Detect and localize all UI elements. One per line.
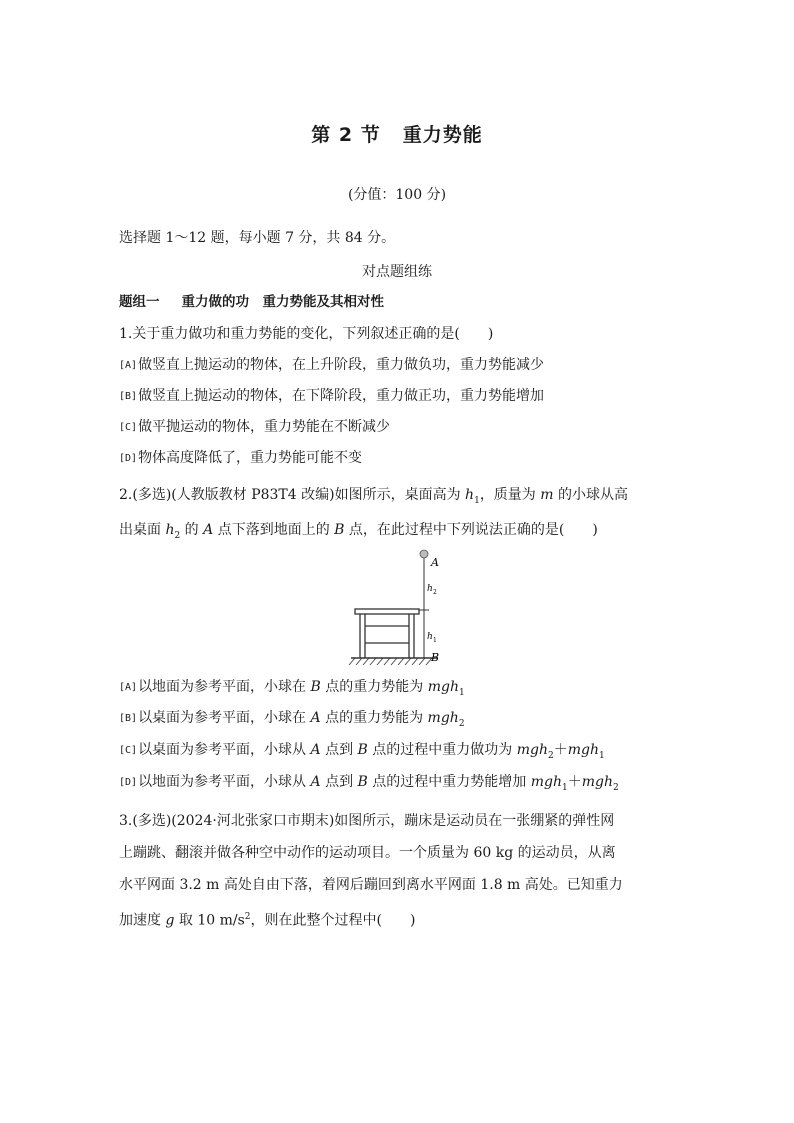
q3-stem-line3: 水平网面 3.2 m 高处自由下落，着网后蹦回到离水平网面 1.8 m 高处。已知重力 xyxy=(119,877,623,893)
var-point-a: A xyxy=(203,522,214,538)
option-tag: [C] xyxy=(119,422,138,433)
text-run: 取 10 m/s xyxy=(174,912,245,929)
option-tag: [B] xyxy=(119,391,138,402)
q1-option-b[interactable] xyxy=(119,386,544,407)
q2-option-c[interactable] xyxy=(119,740,605,766)
var-expr: mgh xyxy=(567,742,600,758)
q2-option-b[interactable] xyxy=(119,708,465,734)
var-m: m xyxy=(540,487,554,503)
text-run: 以地面为参考平面，小球在 xyxy=(138,679,311,695)
score-note: (分值：100 分) xyxy=(347,187,447,203)
var-expr: mgh xyxy=(427,710,459,726)
var-h: h xyxy=(465,487,475,503)
q1-option-c[interactable] xyxy=(119,417,390,438)
figure-svg xyxy=(345,548,465,666)
var-point: A xyxy=(310,742,321,758)
subgroup-heading xyxy=(119,292,384,312)
q2-option-a[interactable] xyxy=(119,677,465,703)
plus-sign: ＋ xyxy=(567,774,582,790)
q1-option-d[interactable] xyxy=(119,448,362,469)
text-run: 以桌面为参考平面，小球在 xyxy=(138,710,311,726)
q3-stem-line2: 上蹦跳、翻滚并做各种空中动作的运动项目。一个质量为 60 kg 的运动员，从离 xyxy=(119,845,616,861)
q1-stem: 1.关于重力做功和重力势能的变化，下列叙述正确的是( ) xyxy=(119,326,494,342)
var-sub: 1 xyxy=(458,687,465,698)
section-number: 第 2 节 xyxy=(311,124,381,146)
q3-stem-line4 xyxy=(119,907,415,931)
ball-icon xyxy=(420,550,428,558)
text-run: 点的重力势能为 xyxy=(320,679,428,695)
var-point: A xyxy=(310,774,321,790)
label-a: A xyxy=(431,556,439,569)
ground-hatch xyxy=(349,658,432,665)
label-b: B xyxy=(431,651,440,664)
text-run: 2.(多选)(人教版教材 P83T4 改编)如图所示，桌面高为 xyxy=(119,487,466,503)
option-text: 做竖直上抛运动的物体，在上升阶段，重力做负功，重力势能减少 xyxy=(138,357,545,373)
var-sub: 2 xyxy=(613,782,619,793)
q2-option-d[interactable] xyxy=(119,772,619,798)
option-text: 做平抛运动的物体，重力势能在不断减少 xyxy=(138,419,391,435)
subgroup-title: 重力做的功 重力势能及其相对性 xyxy=(181,294,384,310)
var-g: g xyxy=(165,912,175,929)
var-sub: 2 xyxy=(174,530,181,541)
table-ball-figure xyxy=(345,548,465,670)
text-run: 加速度 xyxy=(119,912,166,929)
q2-stem-line2 xyxy=(119,520,598,546)
text-run: 点下落到地面上的 xyxy=(213,522,335,538)
var-point: B xyxy=(357,742,368,758)
option-tag: [A] xyxy=(119,682,138,693)
label-h1: h xyxy=(427,632,433,642)
instruction: 选择题 1～12 题，每小题 7 分，共 84 分。 xyxy=(119,230,396,246)
var-expr: mgh xyxy=(427,679,459,695)
table-top xyxy=(355,609,419,614)
text-run: 以地面为参考平面，小球从 xyxy=(138,774,311,790)
var-sub: 2 xyxy=(458,718,465,729)
text-run: 的小球从高 xyxy=(553,487,628,503)
var-expr: mgh xyxy=(581,774,614,790)
var-expr: mgh xyxy=(530,774,563,790)
text-run: 以桌面为参考平面，小球从 xyxy=(138,742,311,758)
label-h1-sub: 1 xyxy=(433,637,437,644)
option-text: 物体高度降低了，重力势能可能不变 xyxy=(138,450,363,466)
section-topic: 重力势能 xyxy=(402,124,483,146)
var-expr: mgh xyxy=(516,742,549,758)
q2-stem-line1 xyxy=(119,485,628,511)
subgroup-label: 题组一 xyxy=(119,294,160,310)
text-run: 出桌面 xyxy=(119,522,166,538)
var-point: B xyxy=(310,679,321,695)
var-point: B xyxy=(357,774,368,790)
var-sub: 1 xyxy=(599,750,605,761)
var-sub: 1 xyxy=(562,782,568,793)
text-run: ，则在此整个过程中( ) xyxy=(250,912,416,929)
q1-option-a[interactable] xyxy=(119,355,544,376)
option-tag: [D] xyxy=(119,777,138,788)
text-run: 点的过程中重力做功为 xyxy=(367,742,517,758)
option-tag: [C] xyxy=(119,745,138,756)
q3-stem-line1: 3.(多选)(2024·河北张家口市期末)如图所示，蹦床是运动员在一张绷紧的弹性网 xyxy=(119,813,615,829)
text-run: ，质量为 xyxy=(479,487,541,503)
text-run: 点的重力势能为 xyxy=(320,710,428,726)
page-title xyxy=(0,120,794,147)
text-run: 点的过程中重力势能增加 xyxy=(367,774,531,790)
label-h2-sub: 2 xyxy=(433,589,437,596)
option-tag: [B] xyxy=(119,713,138,724)
option-tag: [D] xyxy=(119,453,138,464)
label-h2: h xyxy=(427,584,433,594)
option-text: 做竖直上抛运动的物体，在下降阶段，重力做正功，重力势能增加 xyxy=(138,388,545,404)
text-run: 的 xyxy=(180,522,204,538)
group-heading: 对点题组练 xyxy=(362,264,432,280)
plus-sign: ＋ xyxy=(553,742,568,758)
text-run: 点，在此过程中下列说法正确的是( ) xyxy=(344,522,598,538)
text-run: 点到 xyxy=(320,742,358,758)
var-point: A xyxy=(310,710,321,726)
var-sup: 2 xyxy=(244,912,251,922)
var-h: h xyxy=(165,522,175,538)
option-tag: [A] xyxy=(119,360,138,371)
var-sub: 2 xyxy=(548,750,554,761)
var-sub: 1 xyxy=(474,495,480,506)
text-run: 点到 xyxy=(320,774,358,790)
var-point-b: B xyxy=(334,522,345,538)
